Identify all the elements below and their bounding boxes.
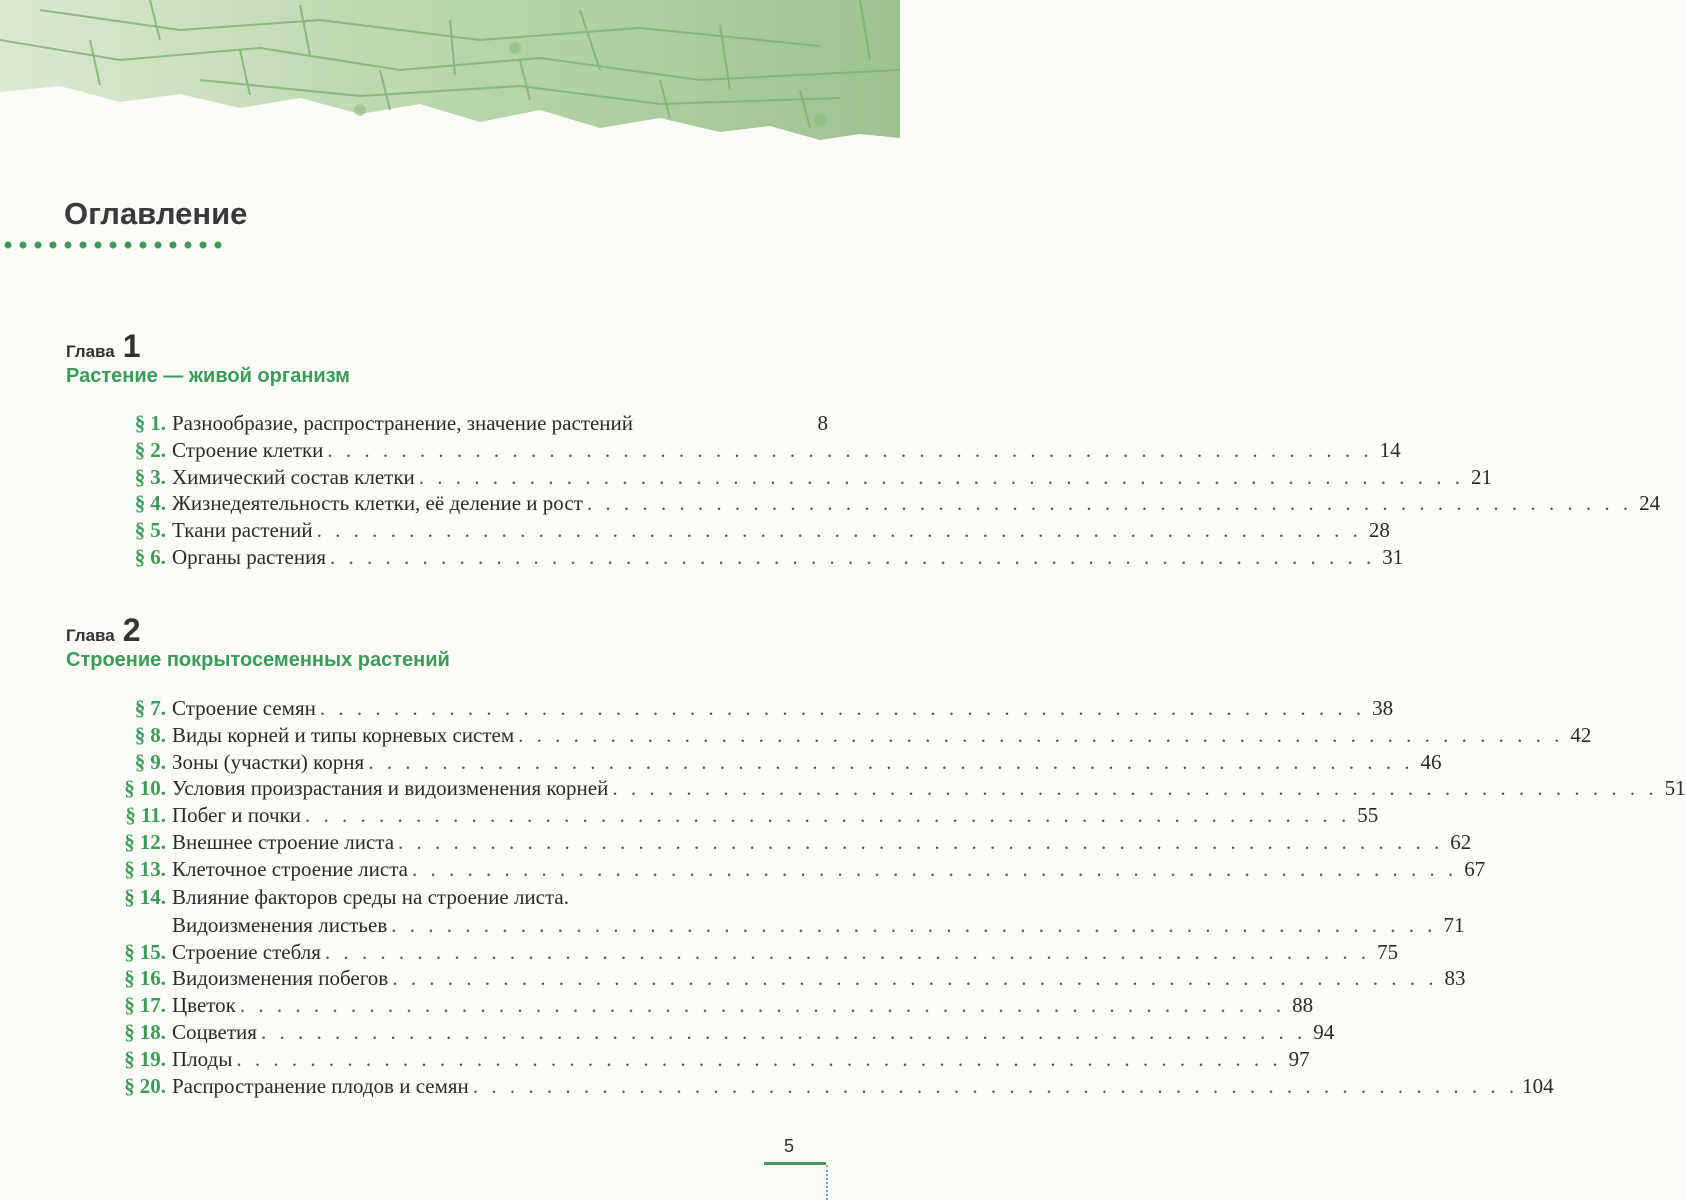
section-number: § 9. — [134, 749, 166, 774]
entry-title: Условия произрастания и видоизменения корней — [172, 776, 609, 801]
toc-entry[interactable] — [96, 1046, 1310, 1073]
section-number: § 13. — [124, 856, 166, 881]
entry-title: Видоизменения побегов — [172, 966, 389, 991]
dot-leader: . . . . . . . . . . . . . . . . . . . . . . . . . . . . . . . . . . . . . . . . . . . . . . . . . . . . . . . . . — [418, 464, 1465, 489]
dot-leader: . . . . . . . . . . . . . . . . . . . . . . . . . . . . . . . . . . . . . . . . . . . . . . . . . . . . . . . . . — [392, 966, 1438, 991]
section-number: § 17. — [124, 993, 166, 1018]
toc-entry[interactable] — [96, 437, 1401, 464]
section-number: § 2. — [134, 437, 166, 462]
dot-leader: . . . . . . . . . . . . . . . . . . . . . . . . . . . . . . . . . . . . . . . . . . . . . . . . . . . . . . . . . — [368, 749, 1414, 774]
section-number: § 6. — [134, 544, 166, 569]
chapter-2-toc — [96, 695, 1686, 1099]
section-number: § 18. — [124, 1019, 166, 1044]
dot-leader: . . . . . . . . . . . . . . . . . . . . . . . . . . . . . . . . . . . . . . . . . . . . . . . . . . . . . . . . . — [316, 518, 1362, 543]
entry-title: Виды корней и типы корневых систем — [172, 722, 515, 747]
entry-title: Строение стебля — [172, 939, 321, 964]
page-number: 83 — [1444, 966, 1466, 991]
toc-entry[interactable] — [96, 544, 1404, 571]
section-number: § 20. — [124, 1073, 166, 1098]
dot-leader: . . . . . . . . . . . . . . . . . . . . . . . . . . . . . . . . . . . . . . . . . . . . . . . . . . . . . . . . . — [260, 1019, 1307, 1044]
chapter-number: 2 — [122, 612, 141, 648]
page-number: 71 — [1443, 912, 1465, 937]
dot-leader: . . . . . . . . . . . . . . . . . . . . . . . . . . . . . . . . . . . . . . . . . . . . . . . . . . . . . . . . . — [304, 803, 1351, 828]
page-number: 31 — [1382, 544, 1404, 569]
chapter-title: Строение покрытосеменных растений — [66, 649, 450, 671]
toc-entry[interactable] — [96, 883, 828, 911]
entry-title: Ткани растений — [172, 518, 313, 543]
toc-entry[interactable] — [96, 992, 1314, 1019]
section-number: § 5. — [134, 518, 166, 543]
section-number: § 12. — [124, 829, 166, 854]
dot-leader: . . . . . . . . . . . . . . . . . . . . . . . . . . . . . . . . . . . . . . . . . . . . . . . . . . . . . . . . . — [411, 856, 1458, 881]
section-number: § 11. — [125, 803, 166, 828]
footer-rule — [764, 1162, 826, 1165]
toc-entry[interactable] — [96, 1073, 1554, 1100]
leaf-cells-banner — [0, 0, 900, 170]
toc-entry[interactable] — [96, 775, 1686, 802]
section-number: § 15. — [124, 939, 166, 964]
dot-leader: . . . . . . . . . . . . . . . . . . . . . . . . . . . . . . . . . . . . . . . . . . . . . . . . . . . . . . . . . — [327, 437, 1373, 462]
toc-entry[interactable] — [96, 965, 1466, 992]
toc-entry-continuation[interactable] — [96, 911, 1465, 939]
page-number: 21 — [1471, 464, 1493, 489]
toc-entry[interactable] — [96, 829, 1472, 856]
toc-entry[interactable] — [96, 1019, 1335, 1046]
entry-title-continuation: Видоизменения листьев — [172, 912, 388, 937]
page-number: 51 — [1664, 776, 1686, 801]
toc-entry[interactable] — [96, 722, 1592, 749]
dot-leader: . . . . . . . . . . . . . . . . . . . . . . . . . . . . . . . . . . . . . . . . . . . . . . . . . . . . . . . . . — [391, 912, 1437, 937]
section-number: § 14. — [124, 884, 166, 909]
entry-title: Влияние факторов среды на строение листа. — [172, 884, 569, 909]
entry-title: Зоны (участки) корня — [172, 749, 365, 774]
page-number: 28 — [1368, 518, 1390, 543]
page-number: 8 — [817, 411, 828, 435]
page-number: 62 — [1450, 829, 1472, 854]
dot-leader: . . . . . . . . . . . . . . . . . . . . . . . . . . . . . . . . . . . . . . . . . . . . . . . . . . . . . . . . . — [239, 993, 1286, 1018]
page-number-footer: 5 — [784, 1136, 795, 1156]
section-number: § 1. — [134, 411, 166, 435]
entry-title: Строение клетки — [172, 437, 324, 462]
page-number: 55 — [1357, 803, 1379, 828]
dot-leader: . . . . . . . . . . . . . . . . . . . . . . . . . . . . . . . . . . . . . . . . . . . . . . . . . . . . . . . . . — [236, 1046, 1282, 1071]
entry-title: Жизнедеятельность клетки, её деление и рост — [172, 491, 583, 516]
page-title: Оглавление — [64, 196, 248, 231]
dot-leader: . . . . . . . . . . . . . . . . . . . . . . . . . . . . . . . . . . . . . . . . . . . . . . . . . . . . . . . . . — [586, 491, 1633, 516]
chapter-label: Глава — [66, 342, 115, 361]
toc-entry[interactable] — [96, 749, 1442, 776]
chapter-title: Растение — живой организм — [66, 365, 350, 387]
toc-entry[interactable] — [96, 464, 1493, 491]
toc-entry[interactable] — [96, 490, 1661, 517]
entry-title: Внешнее строение листа — [172, 829, 395, 854]
section-number: § 16. — [124, 966, 166, 991]
entry-title: Плоды — [172, 1046, 233, 1071]
dot-leader: . . . . . . . . . . . . . . . . . . . . . . . . . . . . . . . . . . . . . . . . . . . . . . . . . . . . . . . . . — [398, 829, 1444, 854]
page-number: 46 — [1420, 749, 1442, 774]
entry-title: Строение семян — [172, 696, 316, 720]
chapter-1-toc — [96, 410, 1661, 571]
page-number: 38 — [1372, 696, 1394, 720]
page-number: 24 — [1639, 491, 1661, 516]
dot-leader: . . . . . . . . . . . . . . . . . . . . . . . . . . . . . . . . . . . . . . . . . . . . . . . . . . . . . . . . . — [324, 939, 1371, 964]
entry-title: Распространение плодов и семян — [172, 1073, 469, 1098]
entry-title: Химический состав клетки — [172, 464, 415, 489]
entry-title: Разнообразие, распространение, значение растений — [172, 411, 634, 435]
page-number: 104 — [1522, 1073, 1554, 1098]
toc-entry[interactable] — [96, 695, 1394, 722]
toc-entry[interactable] — [96, 856, 1486, 883]
chapter-number: 1 — [122, 328, 141, 364]
entry-title: Побег и почки — [172, 803, 301, 828]
dot-leader: . . . . . . . . . . . . . . . . . . . . . . . . . . . . . . . . . . . . . . . . . . . . . . . . . . . . . . . . . — [612, 776, 1658, 801]
page-number: 75 — [1377, 939, 1399, 964]
toc-entry[interactable] — [96, 410, 828, 437]
page-number: 67 — [1464, 856, 1486, 881]
entry-title: Клеточное строение листа — [172, 856, 408, 881]
page-number: 42 — [1570, 722, 1592, 747]
chapter-1-heading — [66, 328, 350, 388]
toc-entry[interactable] — [96, 802, 1379, 829]
page-number: 14 — [1379, 437, 1401, 462]
section-number: § 10. — [124, 776, 166, 801]
dot-leader: . . . . . . . . . . . . . . . . . . . . . . . . . . . . . . . . . . . . . . . . . . . . . . . . . . . . . . . . . — [472, 1073, 1519, 1098]
section-number: § 7. — [134, 696, 166, 720]
section-number: § 19. — [124, 1046, 166, 1071]
entry-title: Органы растения — [172, 544, 326, 569]
dot-leader: . . . . . . . . . . . . . . . . . . . . . . . . . . . . . . . . . . . . . . . . . . . . . . . . . . . . . . . . . — [319, 696, 1366, 720]
page-number: 88 — [1292, 993, 1314, 1018]
section-number: § 4. — [134, 491, 166, 516]
chapter-2-heading — [66, 612, 450, 672]
entry-title: Цветок — [172, 993, 236, 1018]
dot-leader: . . . . . . . . . . . . . . . . . . . . . . . . . . . . . . . . . . . . . . . . . . . . . . . . . . . . . . . . . — [518, 722, 1564, 747]
footer-dotted-line — [826, 1165, 830, 1200]
chapter-label: Глава — [66, 626, 115, 645]
entry-title: Соцветия — [172, 1019, 257, 1044]
toc-entry[interactable] — [96, 517, 1390, 544]
section-number: § 8. — [134, 722, 166, 747]
dotted-divider — [4, 239, 234, 251]
page-number: 94 — [1313, 1019, 1335, 1044]
section-number: § 3. — [134, 464, 166, 489]
page-number: 97 — [1288, 1046, 1310, 1071]
dot-leader: . . . . . . . . . . . . . . . . . . . . . . . . . . . . . . . . . . . . . . . . . . . . . . . . . . . . . . . . . — [329, 544, 1376, 569]
toc-entry[interactable] — [96, 939, 1399, 966]
